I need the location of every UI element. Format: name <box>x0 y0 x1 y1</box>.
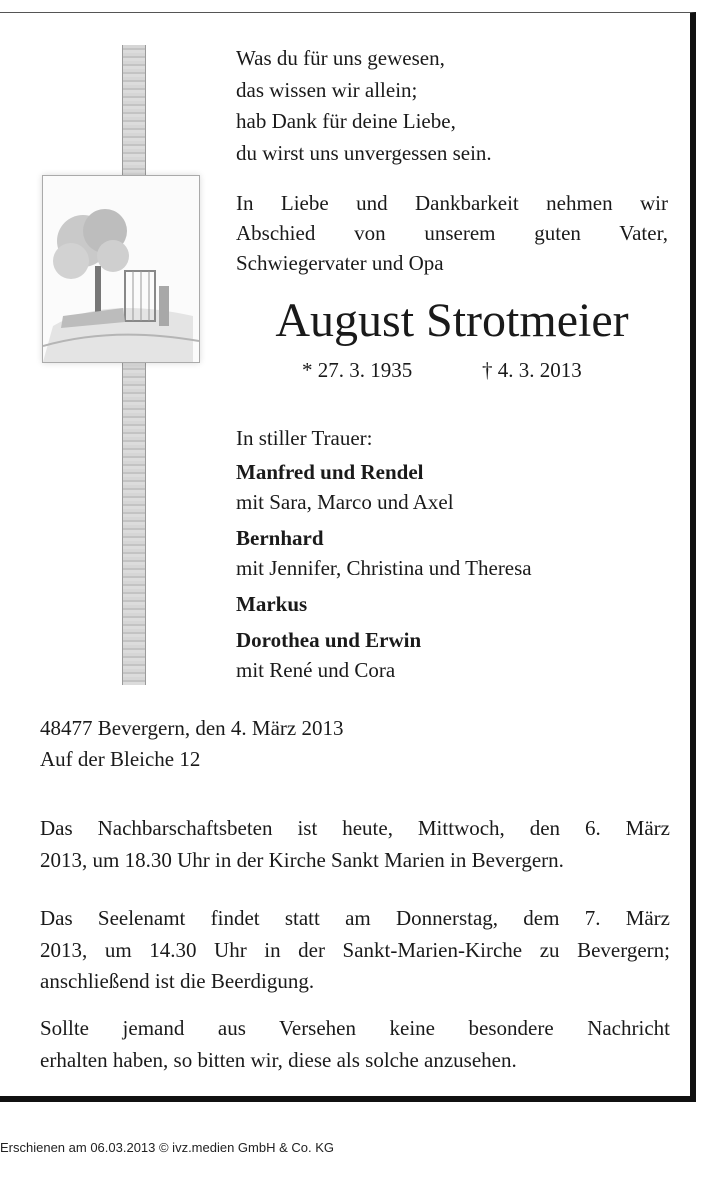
poem-line: hab Dank für deine Liebe, <box>236 109 456 133</box>
family-name: Manfred und Rendel <box>236 460 424 484</box>
notice-paragraph <box>40 1013 670 1076</box>
family-members: mit Jennifer, Christina und Theresa <box>236 556 532 580</box>
poem <box>236 43 492 169</box>
place-date: 48477 Bevergern, den 4. März 2013 <box>40 716 344 740</box>
paragraph-line: 2013, um 14.30 Uhr in der Sankt-Marien-Kirche zu Bevergern; <box>40 937 670 962</box>
poem-line: du wirst uns unvergessen sein. <box>236 140 492 165</box>
prayer-paragraph <box>40 813 670 876</box>
street-address: Auf der Bleiche 12 <box>40 747 201 771</box>
paragraph-line: Das Seelenamt findet statt am Donnerstag, dem 7. März <box>40 906 670 930</box>
paragraph-line: erhalten haben, so bitten wir, diese als solche anzusehen. <box>40 1047 517 1072</box>
obituary-notice <box>0 12 696 1102</box>
cross-illustration <box>38 45 208 685</box>
garden-drawing-icon <box>43 176 199 362</box>
intro-line: Schwiegervater und Opa <box>236 251 444 275</box>
address-block <box>40 713 343 775</box>
family-members: mit René und Cora <box>236 658 396 682</box>
family-name: Bernhard <box>236 526 324 550</box>
mourner-family <box>236 589 532 619</box>
mourners-list <box>236 423 532 691</box>
mass-paragraph <box>40 903 670 998</box>
paragraph-line: 2013, um 18.30 Uhr in der Kirche Sankt Marien in Bevergern. <box>40 847 564 872</box>
poem-line: das wissen wir allein; <box>236 77 418 102</box>
mourner-family <box>236 625 532 685</box>
publication-footer: Erschienen am 06.03.2013 © ivz.medien GmbH & Co. KG <box>0 1140 335 1155</box>
cross-post <box>122 45 146 685</box>
family-name: Markus <box>236 592 308 616</box>
family-members: mit Sara, Marco und Axel <box>236 490 454 514</box>
death-date: † 4. 3. 2013 <box>482 358 582 382</box>
birth-date: * 27. 3. 1935 <box>302 358 413 382</box>
poem-line: Was du für uns gewesen, <box>236 46 445 70</box>
mourners-lead: In stiller Trauer: <box>236 426 373 450</box>
paragraph-line: anschließend ist die Beerdigung. <box>40 969 315 993</box>
paragraph-line: Das Nachbarschaftsbeten ist heute, Mittwoch, den 6. März <box>40 816 670 840</box>
paragraph-line: Sollte jemand aus Versehen keine besondere Nachricht <box>40 1016 670 1040</box>
intro-line: Abschied von unserem guten Vater, <box>236 221 668 245</box>
intro-text <box>236 188 668 278</box>
family-name: Dorothea und Erwin <box>236 628 422 652</box>
mourner-family <box>236 523 532 583</box>
intro-line: In Liebe und Dankbarkeit nehmen wir <box>236 191 668 215</box>
garden-picture <box>42 175 200 363</box>
deceased-name: August Strotmeier <box>275 294 629 347</box>
mourner-family <box>236 457 532 517</box>
